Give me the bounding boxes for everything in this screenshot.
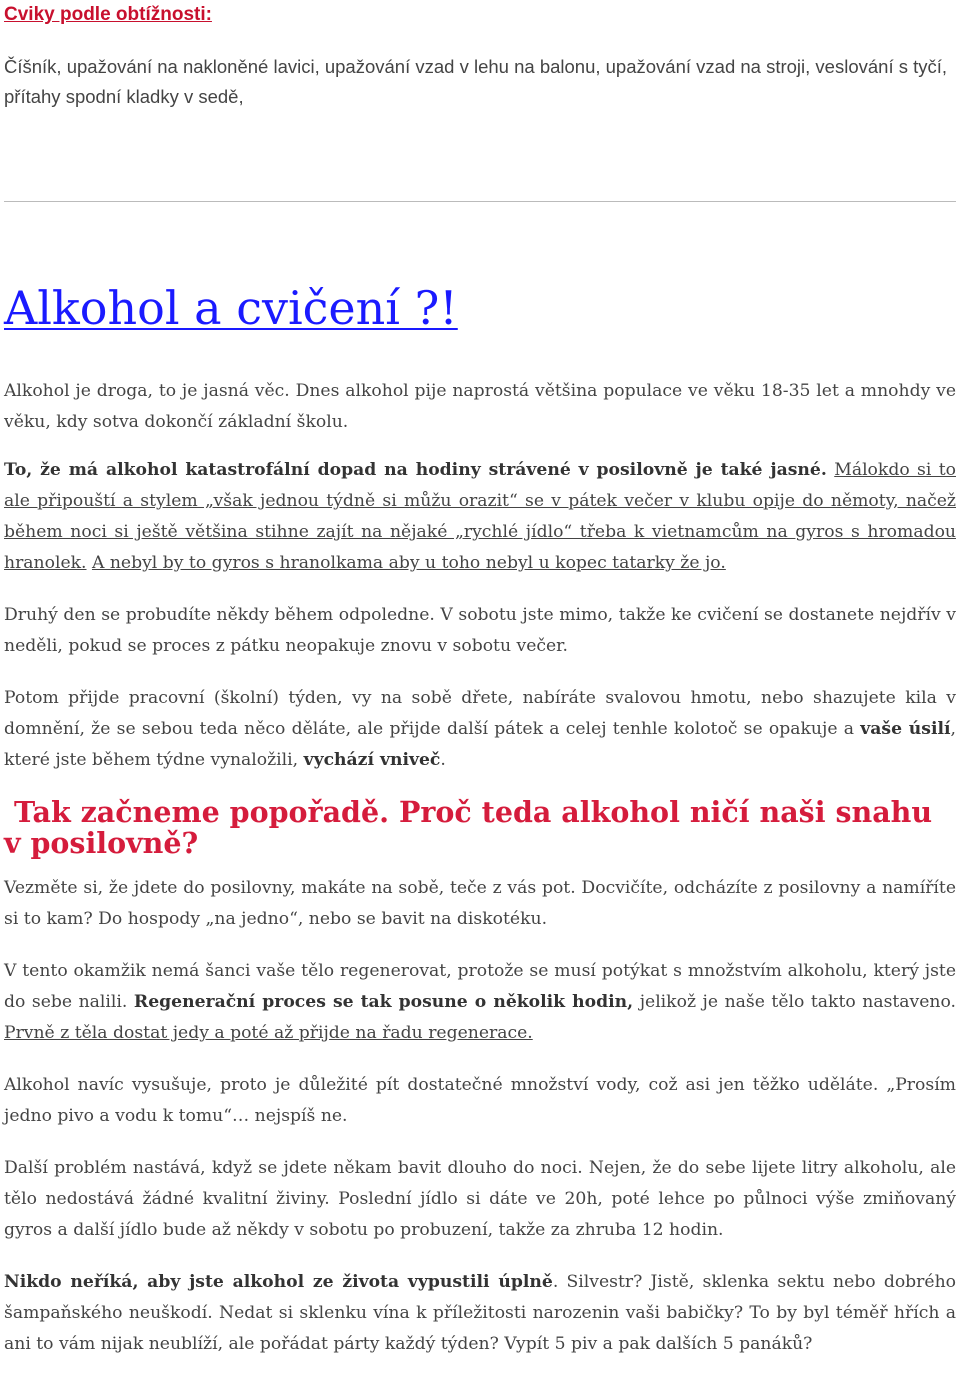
paragraph-6: [4, 956, 956, 1049]
bold-wasted: vychází vniveč: [303, 750, 441, 770]
paragraph-2: [4, 455, 956, 579]
paragraph-4: [4, 683, 956, 776]
paragraph-3: Druhý den se probudíte někdy během odpoledne. V sobotu jste mimo, takže ke cvičení se dostanete nejdřív v neděli, pokud se proces z pátku neopakuje znovu v sobotu večer.: [4, 605, 956, 656]
paragraph-4-text: Potom přijde pracovní (školní) týden, vy na sobě dřete, nabíráte svalovou hmotu, nebo shazujete kila v domnění, že se sebou teda něco děláte, ale přijde další pátek a celej tenhle kolotoč se opakuje a: [4, 688, 956, 739]
bold-regeneration: Regenerační proces se tak posune o několik hodin,: [133, 992, 634, 1012]
underlined-text-2: A nebyl by to gyros s hranolkama aby u toho nebyl u kopec tatarky že jo.: [91, 553, 726, 573]
paragraph-9-text: . Silvestr? Jistě, sklenka sektu nebo dobrého šampaňského neuškodí. Nedat si sklenku vína k příležitosti narozenin vaši babičky? To by byl téměř hřích a ani to vám nijak neublíží, ale pořádat párty každý týden? Vypít 5 piv a pak dalších 5 panáků?: [4, 1272, 956, 1354]
intro-paragraph: Alkohol je droga, to je jasná věc. Dnes alkohol pije naprostá většina populace ve věku 18-35 let a mnohdy ve věku, kdy sotva dokončí základní školu.: [4, 381, 956, 432]
paragraph-6-text: V tento okamžik nemá šanci vaše tělo regenerovat, protože se musí potýkat s množstvím alkoholu, který jste do sebe nalili.: [4, 961, 956, 1012]
paragraph-7: Alkohol navíc vysušuje, proto je důležité pít dostatečné množství vody, což asi jen těžko uděláte. „Prosím jedno pivo a vodu k tomu“… nejspíš ne.: [4, 1075, 956, 1126]
bold-statement: To, že má alkohol katastrofální dopad na hodiny strávené v posilovně je také jasné.: [4, 460, 827, 480]
underlined-toxins: Prvně z těla dostat jedy a poté až přijde na řadu regenerace.: [4, 1023, 533, 1043]
article-title-link[interactable]: Alkohol a cvičení ?!: [4, 281, 458, 335]
article-body: [4, 376, 956, 1381]
bold-effort: vaše úsilí: [860, 719, 951, 739]
paragraph-9: [4, 1267, 956, 1360]
underlined-text-1: Málokdo si to ale připouští a stylem „však jednou týdně si můžu orazit“ se v pátek večer v klubu opije do němoty, načež během noci si ještě většina stihne zajít na nějaké „rychlé jídlo“ třeba k vietnamcům na gyros s hromadou hranolek.: [4, 460, 956, 573]
divider: [4, 201, 956, 202]
paragraph-4-text: , které jste během týdne vynaložili,: [4, 719, 957, 770]
paragraph-6-text: jelikož je naše tělo takto nastaveno.: [639, 992, 956, 1012]
exercise-difficulty-heading[interactable]: Cviky podle obtížnosti:: [4, 4, 212, 25]
paragraph-4-text: .: [440, 750, 446, 770]
paragraph-5: Vezměte si, že jdete do posilovny, makáte na sobě, teče z vás pot. Docvičíte, odcházíte z posilovny a namíříte si to kam? Do hospody „na jedno“, nebo se bavit na diskotéku.: [4, 878, 956, 929]
subheading-text: Tak začneme popořadě. Proč teda alkohol ničí naši snahu v posilovně?: [4, 795, 933, 860]
paragraph-8: Další problém nastává, když se jdete někam bavit dlouho do noci. Nejen, že do sebe lijete litry alkoholu, ale tělo nedostává žádné kvalitní živiny. Poslední jídlo si dáte ve 20h, poté lehce po půlnoci výše zmiňovaný gyros a další jídlo bude až někdy v sobotu po probuzení, takže za zhruba 12 hodin.: [4, 1158, 956, 1240]
section-subheading: [4, 797, 956, 859]
exercise-list: Číšník, upažování na nakloněné lavici, upažování vzad v lehu na balonu, upažování vzad na stroji, veslování s tyčí, přítahy spodní kladky v sedě,: [4, 56, 948, 107]
bold-nobody-says: Nikdo neříká, aby jste alkohol ze života vypustili úplně: [4, 1272, 553, 1292]
